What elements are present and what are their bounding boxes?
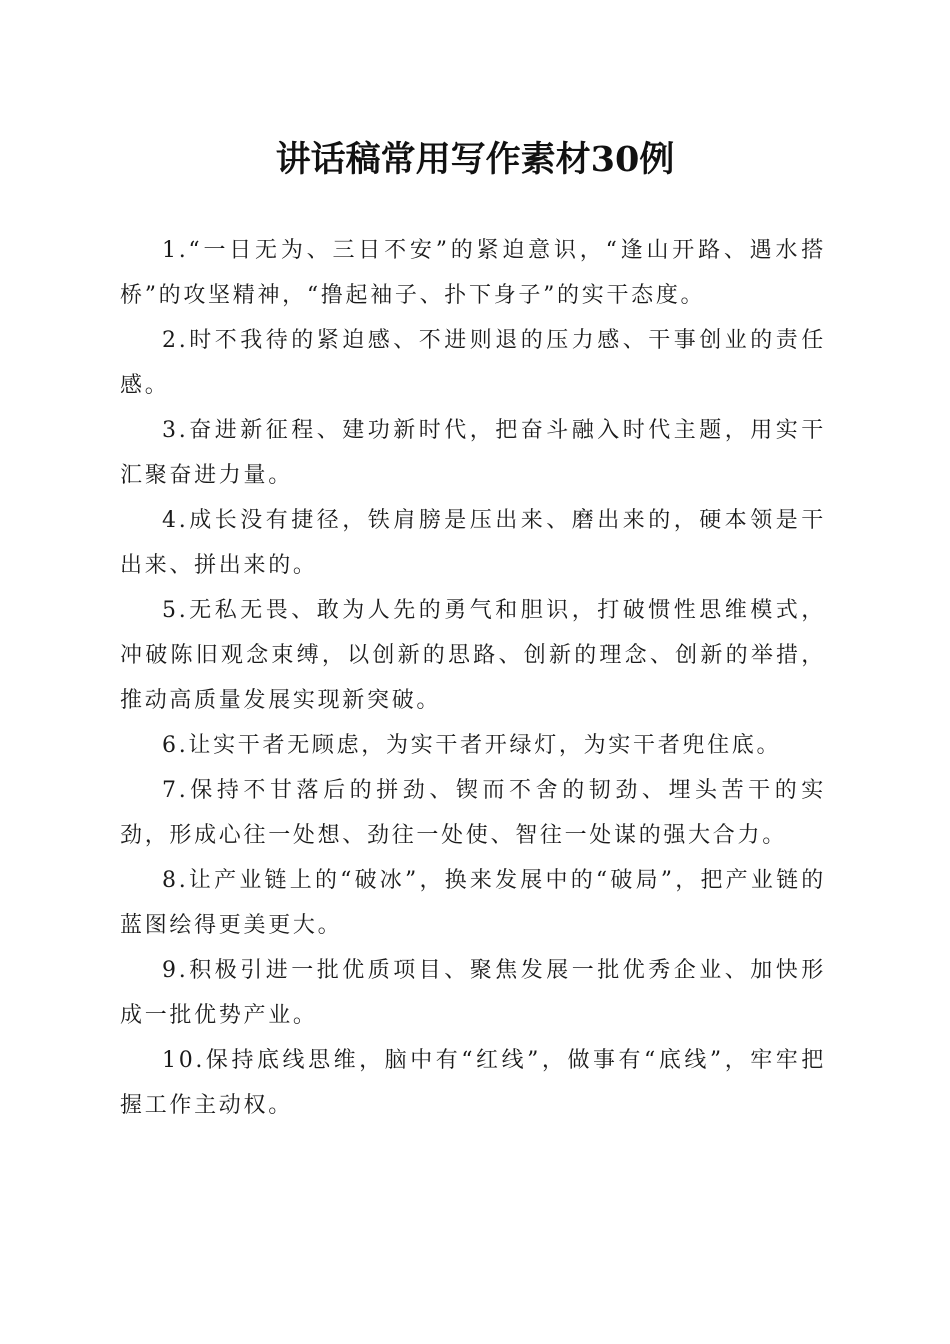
paragraph-5: 5.无私无畏、敢为人先的勇气和胆识，打破惯性思维模式，冲破陈旧观念束缚，以创新的思路、创新的理念、创新的举措，推动高质量发展实现新突破。 [120, 598, 826, 713]
paragraph-4: 4.成长没有捷径，铁肩膀是压出来、磨出来的，硬本领是干出来、拼出来的。 [120, 508, 826, 578]
paragraph-8: 8.让产业链上的“破冰”，换来发展中的“破局”，把产业链的蓝图绘得更美更大。 [120, 868, 826, 938]
paragraph-1: 1.“一日无为、三日不安”的紧迫意识，“逢山开路、遇水搭桥”的攻坚精神，“撸起袖子、扑下身子”的实干态度。 [120, 238, 826, 308]
paragraph-3: 3.奋进新征程、建功新时代，把奋斗融入时代主题，用实干汇聚奋进力量。 [120, 418, 826, 488]
paragraph-9: 9.积极引进一批优质项目、聚焦发展一批优秀企业、加快形成一批优势产业。 [120, 958, 826, 1028]
paragraph-6: 6.让实干者无顾虑，为实干者开绿灯，为实干者兜住底。 [162, 733, 782, 758]
paragraph-7: 7.保持不甘落后的拼劲、锲而不舍的韧劲、埋头苦干的实劲，形成心往一处想、劲往一处使、智往一处谋的强大合力。 [120, 778, 826, 848]
document-title: 讲话稿常用写作素材30例 [275, 139, 675, 180]
document-body [120, 228, 826, 1128]
paragraph-10: 10.保持底线思维，脑中有“红线”，做事有“底线”，牢牢把握工作主动权。 [120, 1048, 826, 1118]
paragraph-2: 2.时不我待的紧迫感、不进则退的压力感、干事创业的责任感。 [120, 328, 826, 398]
